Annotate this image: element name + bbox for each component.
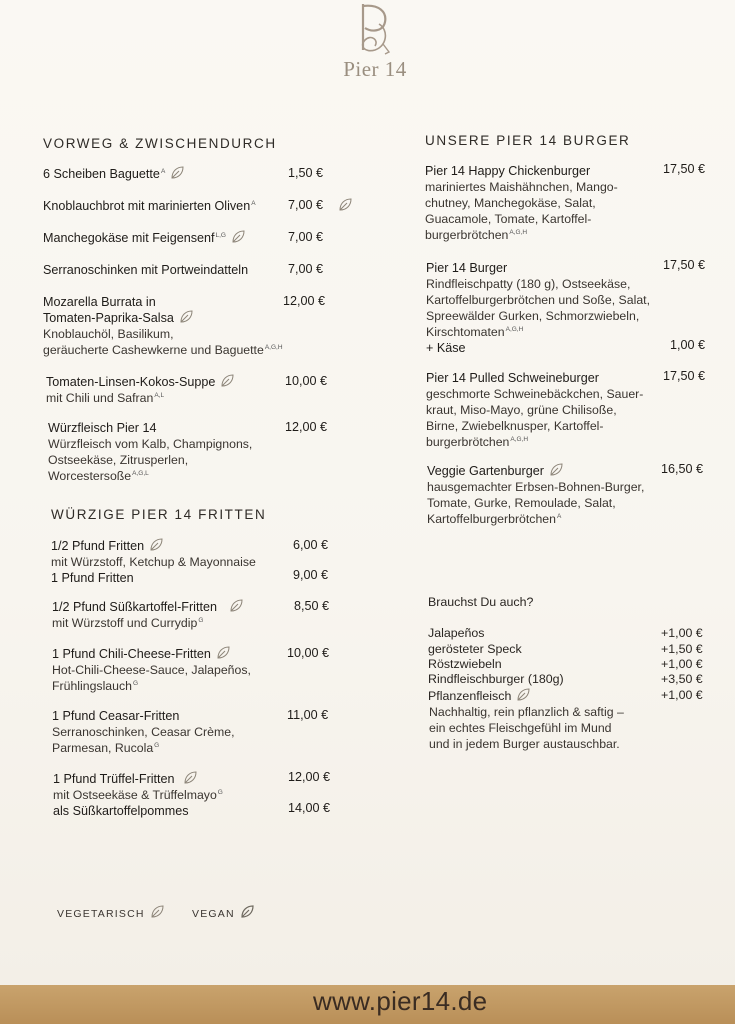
item-desc-text: Worcestersoße [48,469,132,483]
item-name: Würzfleisch Pier 14 [48,421,157,435]
menu-item-knoblauchbrot [43,198,256,214]
item-desc-line [46,390,235,406]
extra-item-name: gerösteter Speck [428,642,522,656]
item-desc-line [48,468,252,484]
extras-note [429,704,624,752]
menu-item-chili-cheese [52,646,251,694]
vegan-leaf-icon [170,166,185,180]
allergen-note: G [154,741,160,749]
item-desc-line [52,678,251,694]
allergen-note: G [132,679,139,687]
item-name-text: 1 Pfund Trüffel-Fritten [53,772,175,786]
item-desc-line [426,324,650,340]
logo-text: Pier 14 [343,57,407,81]
item-desc-text: burgerbrötchen [426,435,510,449]
item-desc: kraut, Miso-Mayo, grüne Chilisoße, [426,403,617,417]
item-name-text: Veggie Gartenburger [427,464,544,478]
extra-item-price: +3,50 € [661,672,703,686]
item-name-text: 1 Pfund Chili-Cheese-Fritten [52,647,211,661]
vegetarian-leaf-icon [231,230,246,244]
menu-item-pulled-burger [426,370,643,450]
item-desc: geschmorte Schweinebäckchen, Sauer- [426,387,644,401]
logo-emblem-icon [345,0,405,60]
item-name: als Süßkartoffelpommes [53,804,189,818]
item-name-line [52,599,244,615]
extra-item-name: Pflanzenfleisch [428,689,512,703]
item-price: 10,00 € [287,646,330,660]
item-desc-line [52,615,244,631]
menu-item-veggie-burger [427,463,644,527]
item-desc-line [427,511,644,527]
item-name: 6 Scheiben Baguette [43,167,160,181]
item-price: 12,00 € [288,770,331,784]
item-price: 7,00 € [288,262,324,276]
item-name: Pier 14 Pulled Schweineburger [426,371,599,385]
item-desc: mariniertes Maishähnchen, Mango- [425,180,618,194]
menu-item-pier14-burger [426,260,650,356]
item-desc-text: geräucherte Cashewkerne und Baguette [43,343,264,357]
item-name-line [51,538,256,554]
item-name: Pier 14 Happy Chickenburger [425,164,591,178]
item-price: 6,00 € [293,538,329,552]
item-price: 12,00 € [283,294,326,308]
item-name-text: Tomaten-Linsen-Kokos-Suppe [46,375,216,389]
item-desc: Hot-Chili-Cheese-Sauce, Jalapeños, [52,663,251,677]
item-desc-text: Frühlingslauch [52,679,132,693]
item-price: 17,50 € [663,369,706,383]
item-desc: Würzfleisch vom Kalb, Champignons, [48,437,253,451]
item-name: Serranoschinken mit Portweindatteln [43,263,249,277]
item-name: 1 Pfund Fritten [51,571,134,585]
item-desc: Ostseekäse, Zitrusperlen, [48,453,189,467]
item-desc: Birne, Zwiebelknusper, Kartoffel- [426,419,604,433]
item-desc-line [52,740,234,756]
note-line: und in jedem Burger austauschbar. [429,737,620,751]
item-desc-line [426,434,643,450]
extra-item-name: Röstzwiebeln [428,657,502,671]
allergen-note: A,G,H [264,343,283,351]
item-desc-text: mit Würzstoff und Currydip [52,616,198,630]
item-price: 14,00 € [288,801,331,815]
item-price: 7,00 € [288,198,324,212]
addon-price: 1,00 € [670,338,706,352]
allergen-note: A [160,167,166,175]
item-price: 1,50 € [288,166,324,180]
vegan-leaf-icon [149,538,164,552]
menu-item-wuerzfleisch [48,420,252,484]
addon-name: + Käse [426,341,466,355]
item-desc: hausgemachter Erbsen-Bohnen-Burger, [427,480,645,494]
vegetarian-leaf-icon [216,646,231,660]
item-desc: Guacamole, Tomate, Kartoffel- [425,212,592,226]
section-title-vorweg: VORWEG & ZWISCHENDURCH [43,136,277,151]
item-price: 11,00 € [287,708,329,722]
item-desc-text: Kirschtomaten [426,325,505,339]
menu-item-fritten [51,538,256,586]
allergen-note: G [198,616,204,624]
item-desc: Kartoffelburgerbrötchen und Soße, Salat, [426,293,650,307]
item-price: 16,50 € [661,462,704,476]
item-desc-line [53,787,223,803]
item-name-line2 [43,310,283,326]
item-name: 1 Pfund Ceasar-Fritten [52,709,180,723]
menu-item-suesskartoffel [52,599,244,631]
legend-vegetarian [57,905,165,920]
extra-item-price: +1,00 € [661,688,703,702]
item-name-line [427,463,644,479]
item-name-text: 1/2 Pfund Fritten [51,539,145,553]
item-desc-line [425,227,618,243]
allergen-note: A [251,199,256,207]
item-name-line [53,771,223,787]
item-desc-text: mit Chili und Safran [46,391,154,405]
legend-vegan [192,905,255,920]
menu-item-suppe [46,374,235,406]
extra-item-name: Jalapeños [428,626,485,640]
section-title-fritten: WÜRZIGE PIER 14 FRITTEN [51,507,267,522]
vegetarian-leaf-icon [150,905,165,919]
item-name-text: Tomaten-Paprika-Salsa [43,311,174,325]
item-price: 12,00 € [285,420,328,434]
extra-item-price: +1,00 € [661,626,703,640]
menu-item-ceasar [52,708,234,756]
item-desc-text: Parmesan, Rucola [52,741,154,755]
allergen-note: A,G,H [509,228,528,236]
item-desc: chutney, Manchegokäse, Salat, [425,196,596,210]
allergen-note: L,G [215,231,226,239]
item-price: 17,50 € [663,258,706,272]
vegan-leaf-icon [229,599,244,613]
menu-item-trueffel [53,771,223,819]
item-price: 17,50 € [663,162,706,176]
item-desc: Rindfleischpatty (180 g), Ostseekäse, [426,277,631,291]
vegan-leaf-icon [338,198,353,212]
item-price: 9,00 € [293,568,329,582]
menu-item-baguette [43,166,185,182]
item-name-line [52,646,251,662]
legend-vegan-label: VEGAN [192,908,235,920]
allergen-note: A [556,512,562,520]
item-name-line [46,374,235,390]
item-name: Mozarella Burrata in [43,295,156,309]
vegan-leaf-icon [516,688,531,702]
extra-item-name: Rindfleischburger (180g) [428,672,564,686]
allergen-note: A,L [154,391,165,399]
item-desc: Tomate, Gurke, Remoulade, Salat, [427,496,616,510]
note-line: ein echtes Fleischgefühl im Mund [429,721,612,735]
item-desc-text: mit Ostseekäse & Trüffelmayo [53,788,217,802]
item-desc: mit Würzstoff, Ketchup & Mayonnaise [51,555,256,569]
vegetarian-leaf-icon [549,463,564,477]
item-desc: Knoblauchöl, Basilikum, [43,327,174,341]
allergen-note: G [217,788,223,796]
item-name-text: 1/2 Pfund Süßkartoffel-Fritten [52,600,217,614]
item-name: Knoblauchbrot mit marinierten Oliven [43,199,251,213]
vegan-leaf-icon [240,905,255,919]
menu-item-burrata [43,294,283,358]
section-title-burger: UNSERE PIER 14 BURGER [425,133,631,148]
item-desc: Serranoschinken, Ceasar Crème, [52,725,235,739]
extras-title: Brauchst Du auch? [428,595,534,609]
extra-item-pflanzenfleisch [428,688,531,703]
allergen-note: A,G,H [505,325,524,333]
menu-item-serrano [43,262,248,278]
item-desc: Spreewälder Gurken, Schmorzwiebeln, [426,309,640,323]
allergen-note: A,G,L [132,469,149,477]
item-name: Manchegokäse mit Feigensenf [43,231,215,245]
item-price: 8,50 € [294,599,330,613]
item-desc-text: Kartoffelburgerbrötchen [427,512,556,526]
menu-item-chickenburger [425,163,618,243]
legend-vegetarian-label: VEGETARISCH [57,908,145,920]
extra-item-price: +1,50 € [661,642,703,656]
item-name: Pier 14 Burger [426,261,508,275]
vegetarian-leaf-icon [179,310,194,324]
logo [330,0,420,85]
vegetarian-leaf-icon [183,771,198,785]
allergen-note: A,G,H [510,435,529,443]
website-url: www.pier14.de [313,986,488,1016]
note-line: Nachhaltig, rein pflanzlich & saftig – [429,705,624,719]
item-price: 7,00 € [288,230,324,244]
item-desc-text: burgerbrötchen [425,228,509,242]
item-price: 10,00 € [285,374,328,388]
item-desc-line [43,342,283,358]
extra-item-price: +1,00 € [661,657,703,671]
vegan-leaf-icon [220,374,235,388]
menu-item-manchego [43,230,246,246]
